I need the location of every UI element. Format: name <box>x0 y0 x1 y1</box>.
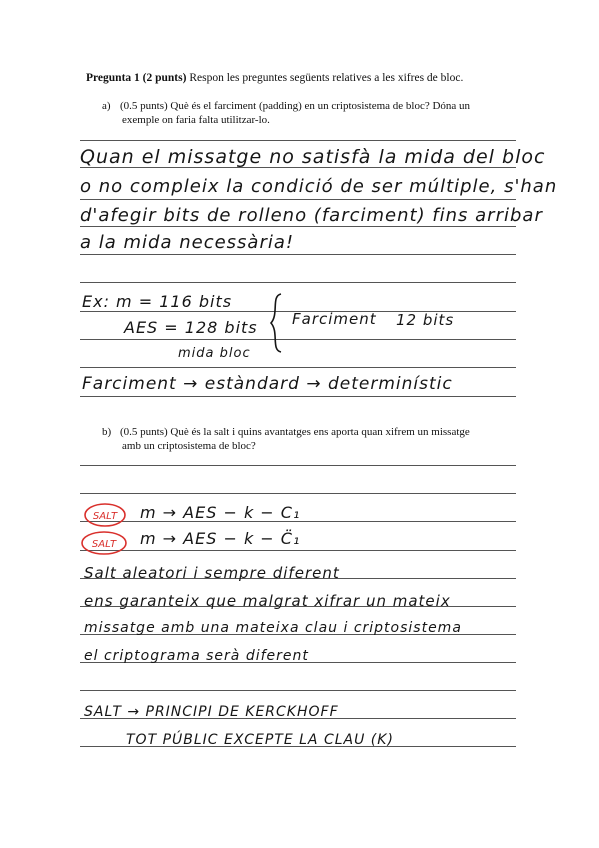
part-b-prompt <box>102 425 522 453</box>
answer-rule <box>80 226 516 227</box>
answer-rule <box>80 367 516 368</box>
answer-b-line-3: missatge amb una mateixa clau i criptosistema <box>84 620 462 636</box>
part-b-label: b) <box>102 426 112 438</box>
answer-rule <box>80 282 516 283</box>
answer-b-line-1: Salt aleatori i sempre diferent <box>84 564 340 582</box>
answer-rule <box>80 339 516 340</box>
part-a-label: a) <box>102 100 111 112</box>
question-title-text: Respon les preguntes següents relatives a les xifres de bloc. <box>186 72 464 84</box>
answer-rule <box>80 465 516 466</box>
answer-a-footer: Farciment → estàndard → determinístic <box>82 374 453 394</box>
answer-rule <box>80 199 516 200</box>
salt-circle-icon <box>83 502 127 528</box>
answer-b-line-2: ens garanteix que malgrat xifrar un mateix <box>84 592 451 610</box>
part-b-line1: (0.5 punts) Què és la salt i quins avantatges ens aporta quan xifrem un missatge <box>120 426 470 438</box>
formula-2: m → AES − k − C̈₁ <box>140 529 301 548</box>
salt-circle-icon <box>80 530 128 556</box>
part-a-line1: (0.5 punts) Què és el farciment (padding) en un criptosistema de bloc? Dóna un <box>120 100 471 112</box>
curly-brace-icon <box>265 292 287 354</box>
answer-rule <box>80 254 516 255</box>
question-title-bold: Pregunta 1 (2 punts) <box>86 72 187 84</box>
answer-rule <box>80 140 516 141</box>
answer-a-line-3: d'afegir bits de rolleno (farciment) fins arribar <box>80 205 543 226</box>
answer-rule <box>80 550 516 551</box>
answer-rule <box>80 493 516 494</box>
part-b-line2: amb un criptosistema de bloc? <box>122 440 256 452</box>
answer-a-line-2: o no compleix la condició de ser múltiple, s'han <box>80 176 558 197</box>
example-mida-bloc: mida bloc <box>178 346 251 361</box>
answer-rule <box>80 396 516 397</box>
example-m: Ex: m = 116 bits <box>82 292 233 311</box>
part-a-line2: exemple on faria falta utilitzar-lo. <box>122 114 270 126</box>
formula-1: m → AES − k − C₁ <box>140 503 301 522</box>
example-12-bits: 12 bits <box>396 311 455 329</box>
salt-label-1: SALT <box>92 511 118 522</box>
example-aes: AES = 128 bits <box>124 318 258 337</box>
salt-label-2: SALT <box>91 539 117 550</box>
principle-line-2: TOT PÚBLIC EXCEPTE LA CLAU (K) <box>126 732 394 748</box>
example-farciment: Farciment <box>292 310 377 328</box>
answer-b-line-4: el criptograma serà diferent <box>84 648 309 664</box>
question-title <box>86 72 463 84</box>
answer-a-line-4: a la mida necessària! <box>80 232 295 253</box>
answer-rule <box>80 690 516 691</box>
answer-a-line-1: Quan el missatge no satisfà la mida del bloc <box>80 146 546 168</box>
principle-line-1: SALT → PRINCIPI DE KERCKHOFF <box>84 704 339 720</box>
part-a-prompt <box>102 99 522 127</box>
